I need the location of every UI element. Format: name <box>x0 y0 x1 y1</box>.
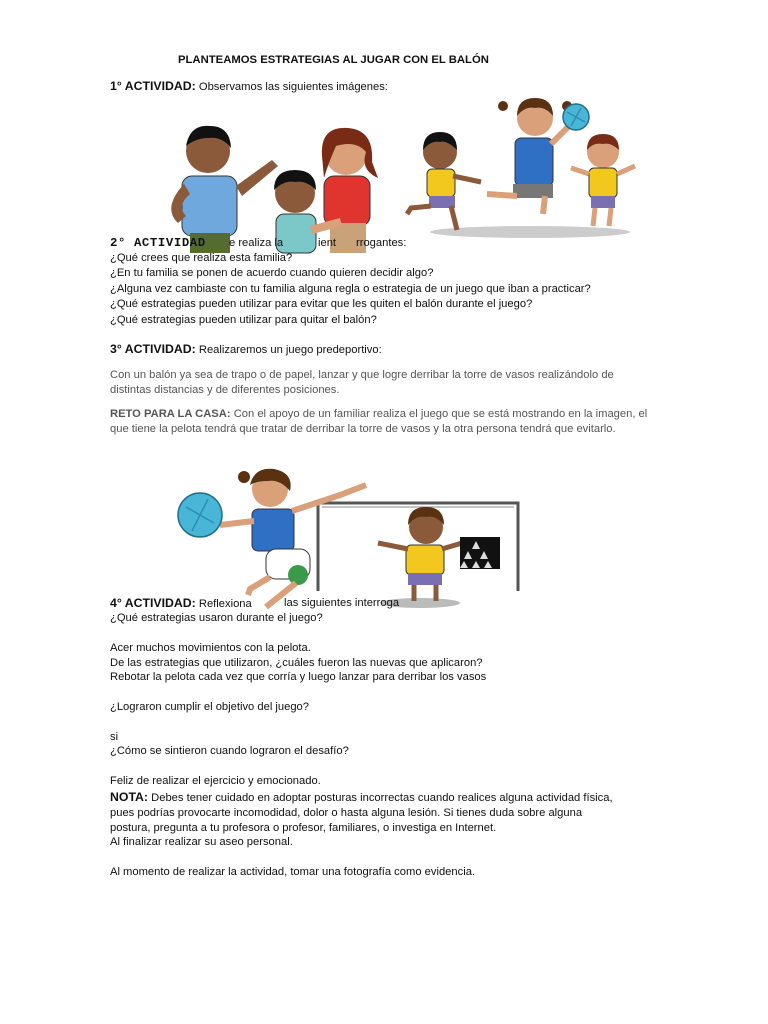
reflection-line-5: Rebotar la pelota cada vez que corría y luego lanzar para derribar los vasos <box>110 671 487 683</box>
activity-2-fragment-c: rrogantes: <box>356 237 407 249</box>
reto-line-1 <box>110 407 647 422</box>
reto-label: RETO PARA LA CASA: <box>110 408 231 420</box>
question-1: ¿Qué crees que realiza esta familia? <box>110 252 293 264</box>
question-3: ¿Alguna vez cambiaste con tu familia alguna regla o estrategia de un juego que iban a practicar? <box>110 283 591 295</box>
question-5: ¿Qué estrategias pueden utilizar para quitar el balón? <box>110 314 377 326</box>
nota-line-3: postura, pregunta a tu profesora o profesor, familiares, o investiga en Internet. <box>110 822 497 834</box>
activity-3-text: Realizaremos un juego predeportivo: <box>198 344 382 356</box>
question-2: ¿En tu familia se ponen de acuerdo cuando quieren decidir algo? <box>110 267 434 279</box>
nota-line-1 <box>110 790 613 806</box>
activity-2-label: 2° ACTIVIDAD <box>110 236 206 250</box>
activity-3-desc-line-2: distintas distancias y de diferentes posiciones. <box>110 384 340 396</box>
nota-line-4: Al finalizar realizar su aseo personal. <box>110 836 293 848</box>
activity-2-fragment-a: e realiza la <box>229 237 284 249</box>
reflection-line-4: De las estrategias que utilizaron, ¿cuáles fueron las nuevas que aplicaron? <box>110 657 483 669</box>
reflection-line-12: Feliz de realizar el ejercicio y emocionado. <box>110 775 321 787</box>
nota-line-2: pues podrías provocarte incomodidad, dolor o hasta alguna lesión. Si tienes duda sobre alguna <box>110 807 583 819</box>
closing-line: Al momento de realizar la actividad, tomar una fotografía como evidencia. <box>110 866 476 878</box>
reflection-line-10: ¿Cómo se sintieron cuando lograron el desafío? <box>110 745 349 757</box>
activity-3-label: 3° ACTIVIDAD: <box>110 342 196 356</box>
activity-1-heading <box>110 79 388 95</box>
activity-2-fragment-b: ient <box>318 237 337 249</box>
page-title: PLANTEAMOS ESTRATEGIAS AL JUGAR CON EL BALÓN <box>178 54 489 66</box>
nota-label: NOTA: <box>110 790 149 804</box>
activity-1-text: Observamos las siguientes imágenes: <box>198 81 388 93</box>
kids-playing-illustration <box>395 96 645 238</box>
activity-4-heading <box>110 596 252 612</box>
reto-text-1: Con el apoyo de un familiar realiza el juego que se está mostrando en la imagen, el <box>233 408 648 420</box>
activity-4-fragment-a: Reflexiona <box>198 598 252 610</box>
reflection-line-1: ¿Qué estrategias usaron durante el juego? <box>110 612 323 624</box>
activity-4-fragment-b: las siguientes interroga <box>284 597 400 609</box>
activity-3-heading <box>110 342 382 358</box>
family-illustration <box>160 118 390 253</box>
activity-4-label: 4° ACTIVIDAD: <box>110 596 196 610</box>
reflection-line-3: Acer muchos movimientos con la pelota. <box>110 642 311 654</box>
reto-line-2: que tiene la pelota tendrá que tratar de derribar la torre de vasos y la otra persona tendrá que evitarlo. <box>110 423 616 435</box>
nota-text-1: Debes tener cuidado en adoptar posturas incorrectas cuando realices alguna actividad física, <box>151 792 613 804</box>
question-4: ¿Qué estrategias pueden utilizar para evitar que les quiten el balón durante el juego? <box>110 298 533 310</box>
reflection-line-9: si <box>110 731 119 743</box>
activity-1-label: 1° ACTIVIDAD: <box>110 79 196 93</box>
activity-3-desc-line-1: Con un balón ya sea de trapo o de papel, lanzar y que logre derribar la torre de vasos realizándolo de <box>110 369 614 381</box>
activity-2-heading <box>110 236 206 251</box>
game-illustration <box>170 465 530 615</box>
reflection-line-7: ¿Lograron cumplir el objetivo del juego? <box>110 701 310 713</box>
